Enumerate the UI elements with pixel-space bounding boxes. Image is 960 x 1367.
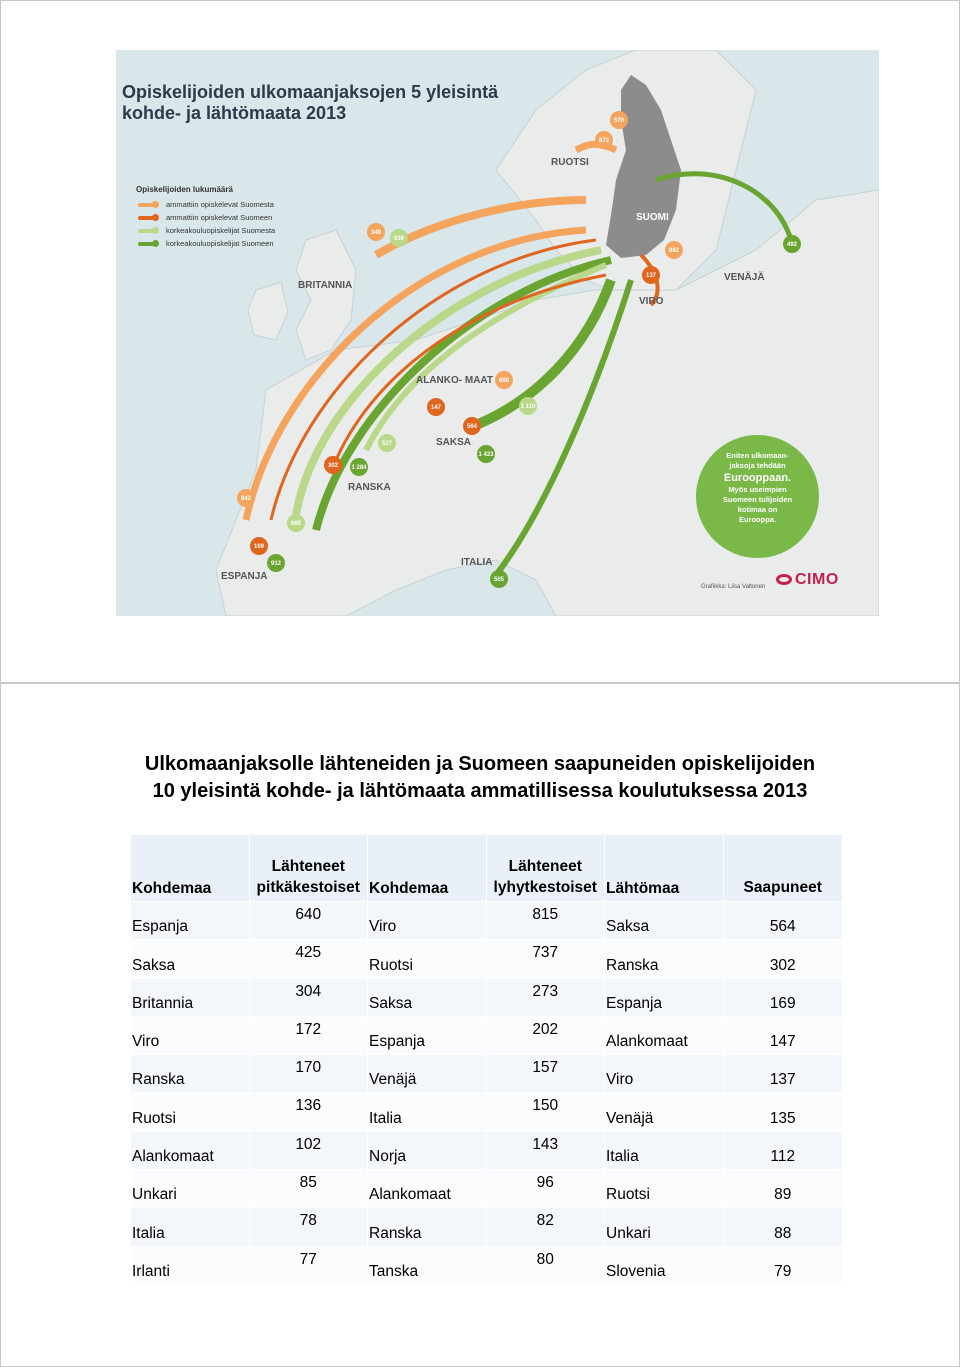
table-cell <box>131 1132 250 1170</box>
value-viro-a: 982 <box>668 248 680 254</box>
cell-kohdemaa-1: Alankomaat <box>132 1148 214 1166</box>
cell-kohdemaa-2: Tanska <box>369 1262 419 1280</box>
value-venaja: 492 <box>786 242 798 248</box>
cell-pitkakestoiset: 136 <box>295 1097 322 1115</box>
map-slide <box>0 0 960 683</box>
table-cell <box>724 979 843 1017</box>
table-cell <box>605 902 724 940</box>
cell-kohdemaa-1: Viro <box>132 1033 160 1051</box>
cell-lyhytkestoiset: 737 <box>532 944 559 962</box>
statistics-table <box>131 835 842 1285</box>
header-cell <box>131 835 250 902</box>
bubble-text: Eniten ulkomaan- <box>726 451 789 460</box>
value-saksa-d: 1 423 <box>478 452 494 458</box>
table-cell <box>368 1093 487 1131</box>
table-cell <box>487 1055 606 1093</box>
cell-kohdemaa-2: Espanja <box>369 1033 426 1051</box>
cell-kohdemaa-2: Ranska <box>369 1224 422 1242</box>
table-cell <box>250 1208 369 1246</box>
value-espanja-c: 169 <box>253 544 265 550</box>
value-italia: 505 <box>493 577 505 583</box>
cell-saapuneet: 135 <box>769 1109 796 1127</box>
cell-saapuneet: 112 <box>770 1148 796 1166</box>
value-espanja-b: 685 <box>290 521 302 527</box>
table-cell <box>368 1055 487 1093</box>
table-cell <box>131 1017 250 1055</box>
table-cell <box>131 1247 250 1285</box>
table-row <box>131 1170 842 1208</box>
label-espanja: ESPANJA <box>221 571 268 582</box>
label-ruotsi: RUOTSI <box>551 157 589 168</box>
cell-kohdemaa-1: Unkari <box>132 1186 177 1204</box>
table-row <box>131 979 842 1017</box>
cell-lyhytkestoiset: 143 <box>532 1135 559 1153</box>
bubble-text: Eurooppaan. <box>723 472 792 484</box>
table-cell <box>250 1017 369 1055</box>
cell-kohdemaa-1: Italia <box>132 1224 165 1242</box>
europe-map <box>116 50 879 616</box>
table-cell <box>487 1247 606 1285</box>
value-ranska-c: 1 284 <box>351 465 367 471</box>
table-cell <box>487 1170 606 1208</box>
table-cell <box>487 940 606 978</box>
info-bubble <box>696 435 819 558</box>
cell-lyhytkestoiset: 80 <box>536 1250 554 1268</box>
legend-arrow-icon <box>136 239 162 248</box>
cell-lyhytkestoiset: 96 <box>536 1174 554 1192</box>
value-ranska-b: 302 <box>327 463 339 469</box>
cell-kohdemaa-1: Ruotsi <box>132 1109 176 1127</box>
value-ruotsi-a: 570 <box>613 118 625 124</box>
table-cell <box>724 1017 843 1055</box>
cell-saapuneet: 137 <box>769 1071 796 1089</box>
table-cell <box>487 1132 606 1170</box>
graphic-credit: Grafiikka: Liisa Valtonen <box>701 584 766 590</box>
cell-lahtomaa: Saksa <box>606 918 650 936</box>
cell-saapuneet: 88 <box>774 1224 792 1242</box>
legend-item-label: ammattiin opiskelevat Suomeen <box>166 213 273 222</box>
cell-lahtomaa: Ruotsi <box>606 1186 650 1204</box>
table-row <box>131 1247 842 1285</box>
cell-kohdemaa-2: Alankomaat <box>369 1186 451 1204</box>
table-cell <box>368 940 487 978</box>
bubble-text: Eurooppa. <box>738 515 777 524</box>
table-cell <box>368 902 487 940</box>
cell-pitkakestoiset: 170 <box>295 1059 322 1077</box>
cell-pitkakestoiset: 304 <box>295 982 322 1000</box>
bubble-text: kotimaa on <box>737 505 778 514</box>
cell-kohdemaa-1: Saksa <box>132 956 176 974</box>
table-row <box>131 1017 842 1055</box>
legend-item-label: ammattiin opiskelevat Suomesta <box>166 200 274 209</box>
table-cell <box>368 1170 487 1208</box>
table-cell <box>487 1208 606 1246</box>
value-espanja-a: 842 <box>240 496 252 502</box>
cell-saapuneet: 89 <box>774 1186 792 1204</box>
table-cell <box>250 1170 369 1208</box>
table-cell <box>724 1093 843 1131</box>
header-text: Lähteneet <box>271 858 345 875</box>
table-body <box>131 902 842 1285</box>
legend-arrow-icon <box>136 213 162 222</box>
value-saksa-a: 698 <box>498 378 510 384</box>
label-saksa: SAKSA <box>436 437 472 448</box>
cell-kohdemaa-2: Italia <box>369 1109 402 1127</box>
header-text: lyhytkestoiset <box>493 879 597 896</box>
cell-lahtomaa: Espanja <box>606 994 663 1012</box>
cell-lyhytkestoiset: 815 <box>532 906 559 923</box>
table-cell <box>131 940 250 978</box>
table-cell <box>605 979 724 1017</box>
table-cell <box>131 902 250 940</box>
cell-kohdemaa-2: Saksa <box>369 994 413 1012</box>
table-cell <box>724 1055 843 1093</box>
cell-pitkakestoiset: 425 <box>295 944 322 962</box>
cell-kohdemaa-2: Norja <box>369 1148 407 1166</box>
cell-kohdemaa-1: Irlanti <box>132 1262 170 1280</box>
value-espanja-d: 912 <box>270 561 282 567</box>
table-row <box>131 1208 842 1246</box>
cell-kohdemaa-2: Ruotsi <box>369 956 413 974</box>
legend-arrow-icon <box>136 200 162 209</box>
value-ruotsi-b: 873 <box>598 138 610 144</box>
label-britannia: BRITANNIA <box>298 280 353 291</box>
header-text: Lähteneet <box>508 858 582 875</box>
table-cell <box>250 1093 369 1131</box>
cell-kohdemaa-2: Viro <box>369 918 397 936</box>
table-cell <box>724 1170 843 1208</box>
cell-pitkakestoiset: 640 <box>295 906 322 923</box>
table-cell <box>724 1247 843 1285</box>
bubble-text: Myös useimpien <box>728 485 787 494</box>
header-lahteneet-lyhyt <box>487 856 605 898</box>
cell-saapuneet: 564 <box>769 918 796 936</box>
cell-kohdemaa-1: Britannia <box>132 994 194 1012</box>
table-cell <box>250 1055 369 1093</box>
table-cell <box>487 1093 606 1131</box>
table-cell <box>605 1208 724 1246</box>
table-cell <box>368 1208 487 1246</box>
cell-lyhytkestoiset: 82 <box>536 1212 554 1230</box>
header-saapuneet: Saapuneet <box>743 879 822 896</box>
cell-kohdemaa-1: Ranska <box>132 1071 185 1089</box>
table-header-row <box>131 835 842 902</box>
cell-lahtomaa: Alankomaat <box>606 1033 688 1051</box>
legend-item <box>136 213 286 222</box>
cell-pitkakestoiset: 77 <box>299 1250 317 1268</box>
header-lahteneet-pitka <box>250 856 368 898</box>
cell-kohdemaa-1: Espanja <box>132 918 189 936</box>
table-cell <box>131 1093 250 1131</box>
cell-lyhytkestoiset: 150 <box>532 1097 559 1115</box>
cell-lahtomaa: Italia <box>606 1148 639 1166</box>
cell-lahtomaa: Ranska <box>606 956 659 974</box>
table-cell <box>368 1247 487 1285</box>
legend-item-label: korkeakouluopiskelijat Suomeen <box>166 239 274 248</box>
cell-lyhytkestoiset: 157 <box>532 1059 559 1077</box>
table-title-line2: 10 yleisintä kohde- ja lähtömaata ammatillisessa koulutuksessa 2013 <box>152 780 808 802</box>
map-title-line1: Opiskelijoiden ulkomaanjaksojen 5 yleisintä <box>122 82 499 102</box>
map-title-line2: kohde- ja lähtömaata 2013 <box>122 103 347 123</box>
cell-saapuneet: 79 <box>774 1262 792 1280</box>
table-cell <box>605 1017 724 1055</box>
table-header <box>131 835 842 902</box>
table-cell <box>605 1132 724 1170</box>
cell-lyhytkestoiset: 202 <box>532 1020 559 1038</box>
table-cell <box>724 940 843 978</box>
table-cell <box>250 1247 369 1285</box>
table-row <box>131 902 842 940</box>
cell-kohdemaa-2: Venäjä <box>369 1071 417 1089</box>
bubble-text: Suomeen tulijoiden <box>722 495 793 504</box>
table-cell <box>605 1170 724 1208</box>
table-cell <box>250 902 369 940</box>
value-britannia-a: 349 <box>370 230 382 236</box>
table-cell <box>605 1055 724 1093</box>
legend-item <box>136 226 286 235</box>
cell-saapuneet: 302 <box>769 956 796 974</box>
value-viro-b: 137 <box>645 273 657 279</box>
table-cell <box>605 1247 724 1285</box>
header-cell <box>724 835 843 902</box>
map-title <box>122 82 602 124</box>
table-row <box>131 940 842 978</box>
legend-item <box>136 239 286 248</box>
label-italia: ITALIA <box>461 557 493 568</box>
table-row <box>131 1093 842 1131</box>
cimo-logo-text: CIMO <box>795 571 839 588</box>
header-kohdemaa-2: Kohdemaa <box>369 880 449 897</box>
table-cell <box>368 1017 487 1055</box>
value-ranska-a: 527 <box>381 441 393 447</box>
cell-pitkakestoiset: 85 <box>299 1174 317 1192</box>
table-cell <box>368 979 487 1017</box>
label-alankomaat: ALANKO- MAAT <box>416 375 494 386</box>
header-cell <box>605 835 724 902</box>
table-cell <box>605 940 724 978</box>
table-cell <box>131 979 250 1017</box>
table-row <box>131 1055 842 1093</box>
label-viro: VIRO <box>639 296 664 307</box>
cell-pitkakestoiset: 172 <box>295 1020 322 1038</box>
value-britannia-b: 639 <box>393 236 405 242</box>
table-cell <box>487 1017 606 1055</box>
label-ranska: RANSKA <box>348 482 391 493</box>
header-lahtomaa: Lähtömaa <box>606 880 680 897</box>
table-cell <box>487 902 606 940</box>
cimo-logo <box>776 571 839 589</box>
legend-arrow-icon <box>136 226 162 235</box>
table-cell <box>131 1208 250 1246</box>
table-cell <box>250 979 369 1017</box>
table-cell <box>724 1132 843 1170</box>
cell-lahtomaa: Slovenia <box>606 1262 666 1280</box>
table-cell <box>368 1132 487 1170</box>
cell-pitkakestoiset: 102 <box>295 1135 322 1153</box>
cimo-logo-icon <box>776 574 792 585</box>
value-alankomaat: 147 <box>430 405 442 411</box>
header-text: pitkäkestoiset <box>256 879 360 896</box>
table-cell <box>250 940 369 978</box>
table-cell <box>131 1055 250 1093</box>
legend-heading: Opiskelijoiden lukumäärä <box>136 185 233 194</box>
header-cell <box>250 835 369 902</box>
value-saksa-b: 1 110 <box>520 404 536 410</box>
cell-pitkakestoiset: 78 <box>299 1212 317 1230</box>
cell-lahtomaa: Viro <box>606 1071 634 1089</box>
label-venaja: VENÄJÄ <box>724 272 765 283</box>
table-title-line1: Ulkomaanjaksolle lähteneiden ja Suomeen saapuneiden opiskelijoiden <box>144 753 816 775</box>
label-suomi: SUOMI <box>636 212 669 223</box>
cell-saapuneet: 169 <box>769 994 796 1012</box>
cell-lahtomaa: Venäjä <box>606 1109 654 1127</box>
table-cell <box>724 902 843 940</box>
cell-lahtomaa: Unkari <box>606 1224 651 1242</box>
cell-lyhytkestoiset: 273 <box>532 982 559 1000</box>
table-cell <box>724 1208 843 1246</box>
legend-item-label: korkeakouluopiskelijat Suomesta <box>166 226 276 235</box>
value-saksa-c: 564 <box>466 424 478 430</box>
table-slide <box>0 683 960 1367</box>
bubble-text: jaksoja tehdään <box>729 461 786 470</box>
cell-saapuneet: 147 <box>769 1033 796 1051</box>
table-title <box>1 751 959 805</box>
table-cell <box>487 979 606 1017</box>
header-kohdemaa-1: Kohdemaa <box>132 880 212 897</box>
header-cell <box>487 835 606 902</box>
table-cell <box>605 1093 724 1131</box>
header-cell <box>368 835 487 902</box>
table-cell <box>250 1132 369 1170</box>
map-legend <box>136 185 286 252</box>
legend-item <box>136 200 286 209</box>
table-cell <box>131 1170 250 1208</box>
table-row <box>131 1132 842 1170</box>
